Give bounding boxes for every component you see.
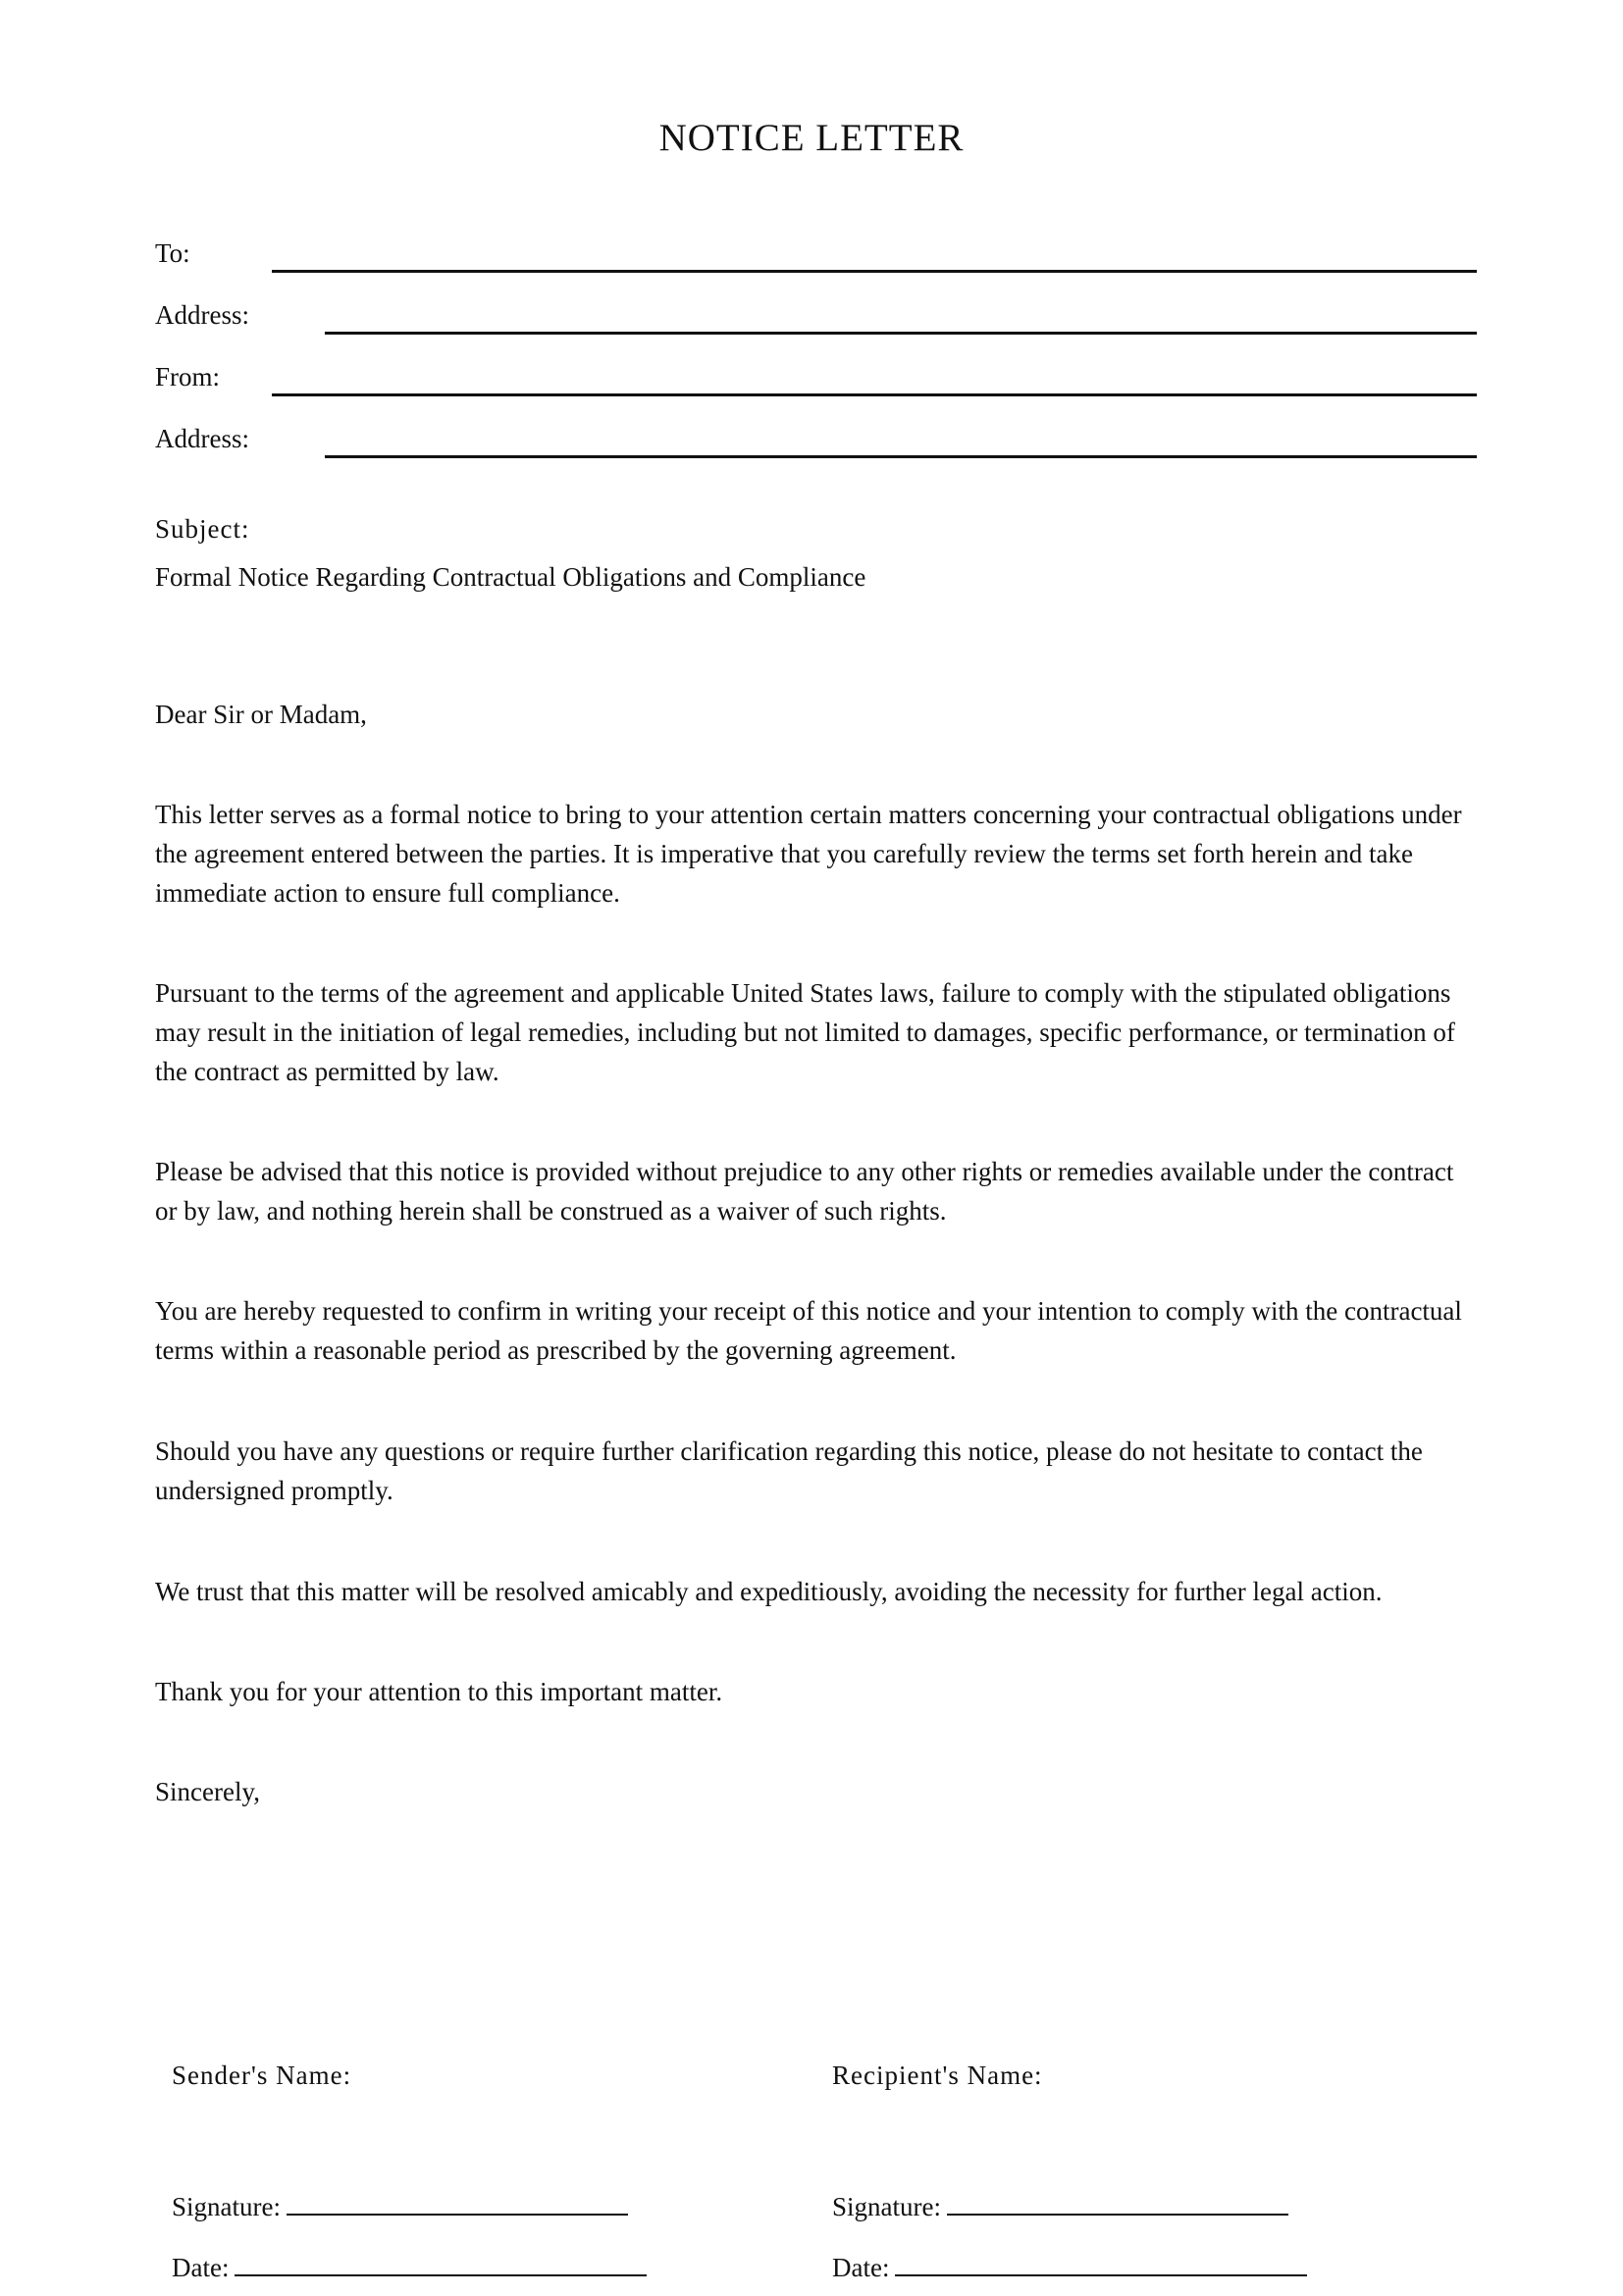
recipient-signature-row — [832, 2192, 1288, 2222]
sender-name-label: Sender's Name: — [172, 2061, 352, 2090]
recipient-signature-label: Signature: — [832, 2192, 941, 2221]
sender-date-row — [172, 2253, 647, 2283]
sender-date-line[interactable] — [235, 2253, 647, 2276]
from-address-label: Address: — [155, 424, 249, 453]
closing: Sincerely, — [155, 1777, 260, 1806]
body-paragraph: This letter serves as a formal notice to bring to your attention certain matters concerning your contractual obligations under the agreement entered between the parties. It is imperative that you carefully review the terms set forth herein and take immediate action to ensure full compliance. — [155, 800, 1462, 908]
sender-signature-block — [172, 2061, 760, 2296]
sender-signature-label: Signature: — [172, 2192, 281, 2221]
salutation: Dear Sir or Madam, — [155, 700, 367, 729]
subject-label: Subject: — [155, 514, 250, 544]
recipient-signature-block — [832, 2061, 1421, 2296]
to-address-field — [155, 295, 1477, 335]
body-paragraph: Please be advised that this notice is provided without prejudice to any other rights or remedies available under the contract or by law, and nothing herein shall be construed as a waiver of such rights. — [155, 1157, 1454, 1226]
recipient-name-label: Recipient's Name: — [832, 2061, 1043, 2090]
page-title: NOTICE LETTER — [658, 117, 965, 159]
body-paragraph: Thank you for your attention to this important matter. — [155, 1677, 723, 1706]
recipient-date-label: Date: — [832, 2253, 890, 2282]
recipient-date-row — [832, 2253, 1307, 2283]
body-paragraph: Pursuant to the terms of the agreement and applicable United States laws, failure to comply with the stipulated obligations may result in the initiation of legal remedies, including but not limited to damages, specific performance, or termination of the contract as permitted by law. — [155, 978, 1455, 1086]
from-field — [155, 357, 1477, 396]
from-label: From: — [155, 362, 221, 391]
sender-signature-line[interactable] — [287, 2192, 628, 2216]
body-paragraph: We trust that this matter will be resolved amicably and expeditiously, avoiding the necessity for further legal action. — [155, 1577, 1383, 1606]
to-fill-line[interactable] — [272, 270, 1477, 273]
from-address-fill-line[interactable] — [325, 455, 1477, 458]
to-address-label: Address: — [155, 300, 249, 330]
subject-text: Formal Notice Regarding Contractual Obligations and Compliance — [155, 562, 866, 592]
recipient-date-line[interactable] — [895, 2253, 1307, 2276]
body-paragraph: You are hereby requested to confirm in writing your receipt of this notice and your intention to comply with the contractual terms within a reasonable period as prescribed by the governing agreement. — [155, 1296, 1462, 1365]
to-field — [155, 234, 1477, 273]
to-label: To: — [155, 238, 190, 268]
recipient-signature-line[interactable] — [947, 2192, 1288, 2216]
sender-signature-row — [172, 2192, 628, 2222]
body-paragraph: Should you have any questions or require further clarification regarding this notice, please do not hesitate to contact the undersigned promptly. — [155, 1436, 1423, 1505]
from-address-field — [155, 419, 1477, 458]
sender-date-label: Date: — [172, 2253, 230, 2282]
to-address-fill-line[interactable] — [325, 332, 1477, 335]
from-fill-line[interactable] — [272, 393, 1477, 396]
